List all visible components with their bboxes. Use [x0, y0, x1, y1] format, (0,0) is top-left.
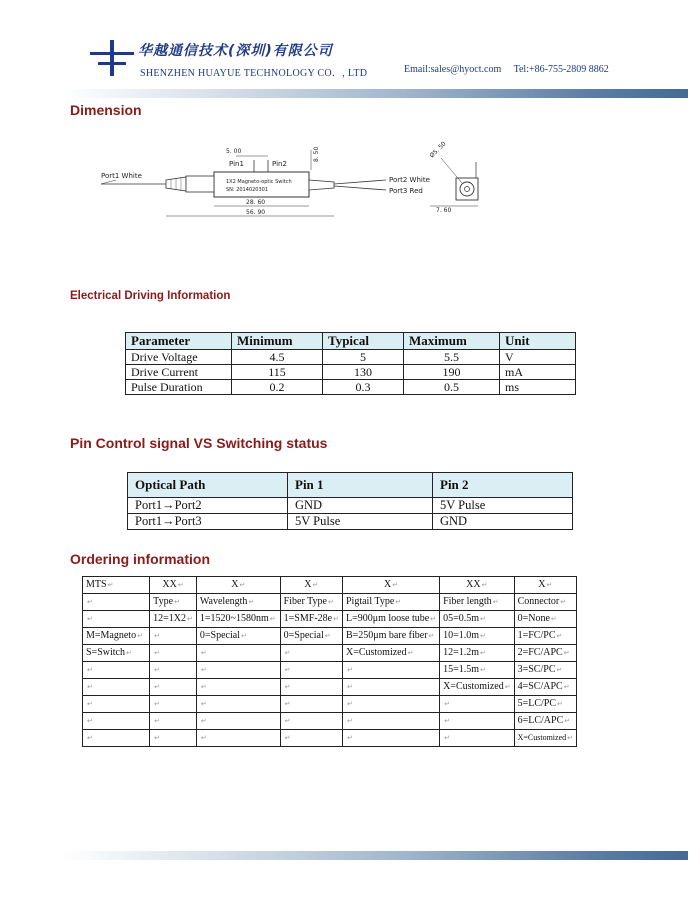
- cell-text: MTS: [86, 579, 107, 590]
- table-row: [128, 514, 573, 530]
- table-cell: [83, 662, 150, 679]
- table-row: [83, 730, 577, 747]
- table-row: [126, 365, 576, 380]
- table-cell: [150, 594, 197, 611]
- table-cell: [440, 645, 515, 662]
- cell-text: XX: [162, 579, 177, 590]
- paragraph-mark-icon: ↵: [346, 734, 353, 742]
- paragraph-mark-icon: ↵: [154, 700, 161, 708]
- table-cell: [514, 645, 576, 662]
- contact-email[interactable]: Email:sales@hyoct.com: [404, 64, 502, 75]
- table-row: [83, 594, 577, 611]
- paragraph-mark-icon: ↵: [269, 615, 276, 623]
- dimension-drawing: [96, 140, 506, 225]
- table-cell: [440, 594, 515, 611]
- cell-text: 1=SMF-28e: [283, 613, 333, 624]
- cell-text: 3=SC/PC: [517, 664, 556, 675]
- paragraph-mark-icon: ↵: [154, 734, 161, 742]
- paragraph-mark-icon: ↵: [125, 649, 132, 657]
- paragraph-mark-icon: ↵: [550, 615, 557, 623]
- paragraph-mark-icon: ↵: [430, 615, 437, 623]
- paragraph-mark-icon: ↵: [154, 666, 161, 674]
- paragraph-mark-icon: ↵: [107, 581, 114, 589]
- table-cell: [514, 696, 576, 713]
- paragraph-mark-icon: ↵: [480, 615, 486, 623]
- table-header-row: [128, 473, 573, 498]
- table-cell: [196, 730, 280, 747]
- paragraph-mark-icon: ↵: [187, 615, 193, 623]
- table-cell: V: [500, 350, 576, 365]
- table-cell: [83, 611, 150, 628]
- table-cell: [280, 645, 342, 662]
- paragraph-mark-icon: ↵: [556, 632, 563, 640]
- fiber-port1-lead: [101, 180, 116, 184]
- label-port1: Port1 White: [101, 172, 142, 180]
- table-cell: [83, 696, 150, 713]
- table-cell: [150, 730, 197, 747]
- cell-text: Fiber length: [443, 596, 492, 607]
- paragraph-mark-icon: ↵: [444, 700, 450, 708]
- table-cell: [83, 628, 150, 645]
- paragraph-mark-icon: ↵: [563, 683, 570, 691]
- table-row: [128, 498, 573, 514]
- table-cell: [342, 730, 439, 747]
- table-cell: [280, 628, 342, 645]
- company-name-english: SHENZHEN HUAYUE TECHNOLOGY CO．, LTD: [140, 68, 368, 79]
- table-cell: [342, 594, 439, 611]
- table-cell: [280, 662, 342, 679]
- table-cell: [196, 662, 280, 679]
- table-cell: [196, 696, 280, 713]
- paragraph-mark-icon: ↵: [428, 632, 435, 640]
- paragraph-mark-icon: ↵: [239, 581, 246, 589]
- table-cell: [150, 696, 197, 713]
- paragraph-mark-icon: ↵: [200, 649, 207, 657]
- paragraph-mark-icon: ↵: [346, 683, 353, 691]
- section-title-ordering: Ordering information: [70, 551, 210, 567]
- table-cell: Port1→Port3: [128, 514, 288, 530]
- label-port3: Port3 Red: [389, 187, 423, 195]
- paragraph-mark-icon: ↵: [504, 683, 511, 691]
- paragraph-mark-icon: ↵: [492, 598, 499, 606]
- paragraph-mark-icon: ↵: [557, 700, 563, 708]
- table-cell: [83, 645, 150, 662]
- table-cell: [342, 679, 439, 696]
- label-pin2: Pin2: [272, 160, 287, 168]
- dim-850: 8. 50: [313, 146, 320, 162]
- footer-divider-bar: [62, 851, 688, 860]
- table-cell: [196, 679, 280, 696]
- table-cell: 0.3: [323, 380, 404, 395]
- paragraph-mark-icon: ↵: [480, 666, 486, 674]
- cell-text: X: [304, 579, 312, 590]
- table-cell: 190: [404, 365, 500, 380]
- table-cell: Drive Voltage: [126, 350, 232, 365]
- table-cell: [196, 611, 280, 628]
- paragraph-mark-icon: ↵: [481, 581, 488, 589]
- dim-550: Ø5. 50: [428, 140, 448, 160]
- table-cell: [440, 696, 515, 713]
- col-header: Pin 1: [288, 473, 433, 498]
- dim-2860: 28. 60: [246, 199, 266, 206]
- paragraph-mark-icon: ↵: [87, 598, 93, 606]
- paragraph-mark-icon: ↵: [564, 717, 571, 725]
- table-cell: [514, 713, 576, 730]
- paragraph-mark-icon: ↵: [200, 717, 207, 725]
- end-view-body: [456, 178, 478, 200]
- company-name-chinese: 华越通信技术(深圳)有限公司: [138, 43, 333, 59]
- table-cell: [514, 628, 576, 645]
- paragraph-mark-icon: ↵: [324, 632, 331, 640]
- table-cell: [196, 645, 280, 662]
- table-cell: [196, 628, 280, 645]
- paragraph-mark-icon: ↵: [480, 632, 486, 640]
- table-cell: [514, 594, 576, 611]
- paragraph-mark-icon: ↵: [200, 734, 207, 742]
- table-cell: 0.5: [404, 380, 500, 395]
- cell-text: Fiber Type: [283, 596, 327, 607]
- paragraph-mark-icon: ↵: [284, 717, 291, 725]
- paragraph-mark-icon: ↵: [154, 632, 161, 640]
- paragraph-mark-icon: ↵: [346, 717, 353, 725]
- cell-text: L=900μm loose tube: [345, 613, 430, 624]
- cell-text: 6=LC/APC: [517, 715, 564, 726]
- paragraph-mark-icon: ↵: [546, 581, 553, 589]
- table-cell: [280, 696, 342, 713]
- table-cell: [440, 730, 515, 747]
- paragraph-mark-icon: ↵: [154, 649, 161, 657]
- cell-text: 15=1.5m: [443, 664, 479, 675]
- table-cell: [196, 594, 280, 611]
- table-cell: Pulse Duration: [126, 380, 232, 395]
- header-divider-bar: [62, 89, 688, 98]
- paragraph-mark-icon: ↵: [200, 683, 207, 691]
- table-row: [83, 662, 577, 679]
- table-cell: GND: [288, 498, 433, 514]
- table-row: [83, 611, 577, 628]
- cell-text: X=Customized: [517, 733, 567, 742]
- table-cell: [150, 662, 197, 679]
- table-row: [83, 713, 577, 730]
- cell-text: 5=LC/PC: [517, 698, 557, 709]
- table-cell: [150, 679, 197, 696]
- table-cell: [440, 662, 515, 679]
- table-cell: mA: [500, 365, 576, 380]
- table-cell: Port1→Port2: [128, 498, 288, 514]
- table-row: [83, 628, 577, 645]
- table-row: [83, 577, 577, 594]
- table-row: [83, 645, 577, 662]
- paragraph-mark-icon: ↵: [284, 683, 291, 691]
- table-cell: [514, 611, 576, 628]
- table-cell: [280, 679, 342, 696]
- paragraph-mark-icon: ↵: [87, 615, 93, 623]
- table-row: [126, 350, 576, 365]
- cell-text: X: [538, 579, 546, 590]
- table-cell: 5: [323, 350, 404, 365]
- table-row: [83, 679, 577, 696]
- cell-text: 0=None: [517, 613, 550, 624]
- paragraph-mark-icon: ↵: [177, 581, 184, 589]
- section-title-dimension: Dimension: [70, 102, 142, 118]
- table-cell: [196, 577, 280, 594]
- table-cell: [150, 645, 197, 662]
- col-header: Typical: [323, 333, 404, 350]
- right-boot: [309, 180, 334, 190]
- cell-text: 4=SC/APC: [517, 681, 563, 692]
- paragraph-mark-icon: ↵: [327, 598, 334, 606]
- section-title-pin-control: Pin Control signal VS Switching status: [70, 435, 328, 451]
- paragraph-mark-icon: ↵: [333, 615, 339, 623]
- paragraph-mark-icon: ↵: [248, 598, 255, 606]
- paragraph-mark-icon: ↵: [346, 666, 353, 674]
- cell-text: XX: [466, 579, 481, 590]
- col-header: Maximum: [404, 333, 500, 350]
- paragraph-mark-icon: ↵: [392, 581, 399, 589]
- electrical-table: [125, 332, 576, 395]
- table-cell: [440, 577, 515, 594]
- paragraph-mark-icon: ↵: [174, 598, 180, 606]
- table-cell: [150, 713, 197, 730]
- table-header-row: [126, 333, 576, 350]
- cell-text: 12=1.2m: [443, 647, 479, 658]
- cell-text: X=Customized: [345, 647, 407, 658]
- paragraph-mark-icon: ↵: [87, 700, 93, 708]
- paragraph-mark-icon: ↵: [87, 734, 93, 742]
- table-cell: [83, 594, 150, 611]
- paragraph-mark-icon: ↵: [154, 683, 161, 691]
- table-cell: [440, 628, 515, 645]
- cell-text: X: [383, 579, 392, 590]
- contact-tel: Tel:+86-755-2809 8862: [513, 64, 609, 75]
- table-cell: [514, 662, 576, 679]
- paragraph-mark-icon: ↵: [87, 683, 93, 691]
- table-cell: [514, 730, 576, 747]
- paragraph-mark-icon: ↵: [444, 734, 450, 742]
- paragraph-mark-icon: ↵: [567, 734, 573, 742]
- cell-text: X: [231, 579, 239, 590]
- cell-text: 1=1520~1580nm: [199, 613, 269, 624]
- table-row: [83, 696, 577, 713]
- col-header: Optical Path: [128, 473, 288, 498]
- dim-760: 7. 60: [436, 207, 452, 214]
- table-cell: Drive Current: [126, 365, 232, 380]
- table-row: [126, 380, 576, 395]
- cell-text: X=Customized: [443, 681, 504, 692]
- cell-text: Connector: [517, 596, 560, 607]
- body-label-2: SN: 2014020301: [226, 187, 268, 193]
- label-pin1: Pin1: [229, 160, 244, 168]
- paragraph-mark-icon: ↵: [87, 717, 93, 725]
- table-cell: 5V Pulse: [433, 498, 573, 514]
- table-cell: [342, 645, 439, 662]
- cell-text: 1=FC/PC: [517, 630, 556, 641]
- cell-text: Type: [153, 596, 174, 607]
- paragraph-mark-icon: ↵: [200, 666, 207, 674]
- col-header: Pin 2: [433, 473, 573, 498]
- cell-text: M=Magneto: [86, 630, 137, 641]
- table-cell: [440, 713, 515, 730]
- cell-text: S=Switch: [86, 647, 125, 658]
- paragraph-mark-icon: ↵: [284, 700, 291, 708]
- table-cell: [83, 730, 150, 747]
- dim-5690: 56. 90: [246, 209, 266, 216]
- table-cell: 4.5: [232, 350, 323, 365]
- cell-text: Wavelength: [199, 596, 248, 607]
- pin-control-table: [127, 472, 573, 530]
- paragraph-mark-icon: ↵: [284, 666, 291, 674]
- cell-text: 12=1X2: [153, 613, 187, 624]
- paragraph-mark-icon: ↵: [241, 632, 247, 640]
- company-logo-icon: [88, 40, 136, 78]
- paragraph-mark-icon: ↵: [560, 598, 567, 606]
- paragraph-mark-icon: ↵: [395, 598, 402, 606]
- table-cell: [342, 611, 439, 628]
- label-port2: Port2 White: [389, 176, 430, 184]
- cell-text: B=250μm bare fiber: [345, 630, 428, 641]
- cell-text: Pigtail Type: [345, 596, 395, 607]
- paragraph-mark-icon: ↵: [312, 581, 319, 589]
- table-cell: [280, 594, 342, 611]
- section-title-electrical: Electrical Driving Information: [70, 290, 231, 302]
- dim-5: 5. 00: [226, 148, 242, 155]
- table-cell: [342, 662, 439, 679]
- paragraph-mark-icon: ↵: [407, 649, 414, 657]
- table-cell: [83, 577, 150, 594]
- table-cell: 5.5: [404, 350, 500, 365]
- ordering-table: [82, 576, 577, 747]
- table-cell: [150, 611, 197, 628]
- table-cell: 130: [323, 365, 404, 380]
- table-cell: [83, 679, 150, 696]
- paragraph-mark-icon: ↵: [444, 717, 450, 725]
- table-cell: [342, 577, 439, 594]
- paragraph-mark-icon: ↵: [563, 649, 570, 657]
- table-cell: [280, 577, 342, 594]
- table-cell: [83, 713, 150, 730]
- table-cell: [440, 679, 515, 696]
- col-header: Minimum: [232, 333, 323, 350]
- paragraph-mark-icon: ↵: [87, 666, 93, 674]
- table-cell: GND: [433, 514, 573, 530]
- table-cell: [440, 611, 515, 628]
- paragraph-mark-icon: ↵: [154, 717, 161, 725]
- table-cell: ms: [500, 380, 576, 395]
- cell-text: 0=Special: [283, 630, 324, 641]
- cell-text: 10=1.0m: [443, 630, 479, 641]
- cell-text: 2=FC/APC: [517, 647, 563, 658]
- cell-text: 0=Special: [199, 630, 240, 641]
- paragraph-mark-icon: ↵: [480, 649, 486, 657]
- col-header: Unit: [500, 333, 576, 350]
- table-cell: 5V Pulse: [288, 514, 433, 530]
- paragraph-mark-icon: ↵: [200, 700, 207, 708]
- table-cell: 115: [232, 365, 323, 380]
- table-cell: [280, 611, 342, 628]
- paragraph-mark-icon: ↵: [346, 700, 353, 708]
- table-cell: [150, 577, 197, 594]
- table-cell: [514, 577, 576, 594]
- table-cell: [342, 628, 439, 645]
- paragraph-mark-icon: ↵: [556, 666, 563, 674]
- table-cell: [150, 628, 197, 645]
- cell-text: 05=0.5m: [443, 613, 479, 624]
- table-cell: [514, 679, 576, 696]
- col-header: Parameter: [126, 333, 232, 350]
- paragraph-mark-icon: ↵: [137, 632, 143, 640]
- body-label-1: 1X2 Magneto-optic Switch: [226, 179, 292, 185]
- contact-info: [404, 64, 619, 75]
- paragraph-mark-icon: ↵: [284, 734, 291, 742]
- table-cell: [342, 696, 439, 713]
- paragraph-mark-icon: ↵: [284, 649, 291, 657]
- table-cell: [196, 713, 280, 730]
- table-cell: [280, 713, 342, 730]
- table-cell: 0.2: [232, 380, 323, 395]
- table-cell: [280, 730, 342, 747]
- table-cell: [342, 713, 439, 730]
